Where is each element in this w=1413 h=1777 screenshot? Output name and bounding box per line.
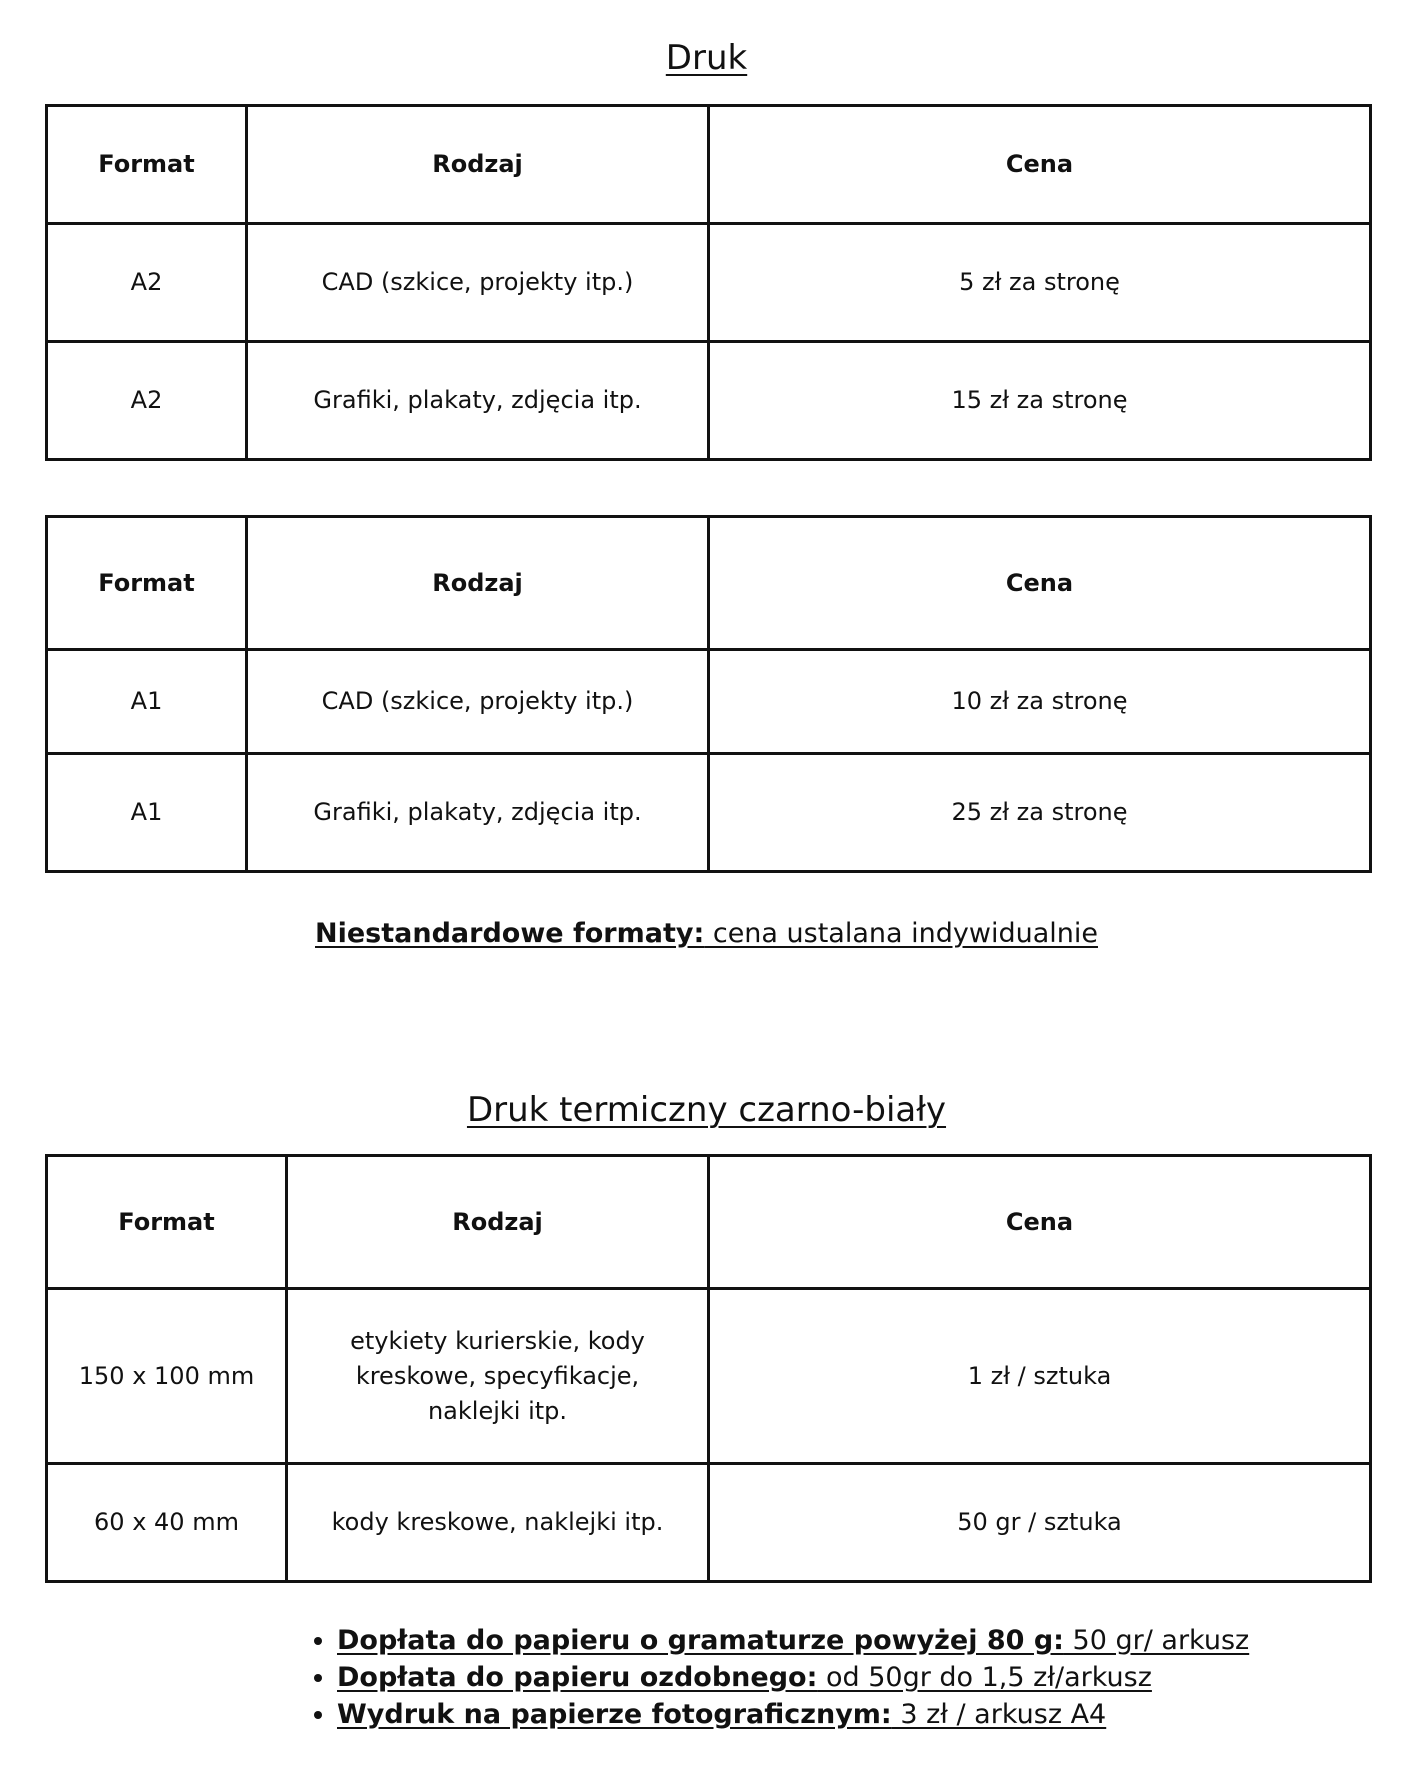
header-format: Format (47, 106, 247, 224)
table-row (47, 1464, 1371, 1582)
table-row (47, 650, 1371, 754)
table-row (47, 224, 1371, 342)
cell-cena: 50 gr / sztuka (709, 1464, 1371, 1582)
list-item (337, 1696, 1249, 1733)
header-format: Format (47, 1156, 287, 1289)
cell-format: 60 x 40 mm (47, 1464, 287, 1582)
price-table-thermal (45, 1154, 1372, 1583)
cell-cena: 5 zł za stronę (709, 224, 1371, 342)
cell-format: A2 (47, 342, 247, 460)
price-table-a2 (45, 104, 1372, 461)
price-table-a1 (45, 515, 1372, 873)
cell-rodzaj: Grafiki, plakaty, zdjęcia itp. (247, 754, 709, 872)
list-item (337, 1622, 1249, 1659)
header-rodzaj: Rodzaj (247, 517, 709, 650)
section-title-termiczny: Druk termiczny czarno-biały (466, 1090, 947, 1130)
header-cena: Cena (709, 517, 1371, 650)
section-title-druk: Druk (665, 38, 748, 78)
surcharges-list (305, 1622, 1249, 1733)
cell-rodzaj: CAD (szkice, projekty itp.) (247, 224, 709, 342)
surcharge-label: Wydruk na papierze fotograficznym: (337, 1699, 892, 1730)
surcharge-label: Dopłata do papieru ozdobnego: (337, 1662, 818, 1693)
cell-cena: 10 zł za stronę (709, 650, 1371, 754)
cell-rodzaj: Grafiki, plakaty, zdjęcia itp. (247, 342, 709, 460)
cell-rodzaj: etykiety kurierskie, kody kreskowe, specyfikacje, naklejki itp. (287, 1289, 709, 1464)
cell-format: A2 (47, 224, 247, 342)
header-format: Format (47, 517, 247, 650)
header-rodzaj: Rodzaj (287, 1156, 709, 1289)
surcharge-value: 3 zł / arkusz A4 (891, 1699, 1107, 1730)
table-header-row (47, 517, 1371, 650)
header-cena: Cena (709, 106, 1371, 224)
custom-formats-note (0, 918, 1413, 949)
table-row (47, 1289, 1371, 1464)
surcharge-value: od 50gr do 1,5 zł/arkusz (817, 1662, 1152, 1693)
cell-format: A1 (47, 754, 247, 872)
cell-cena: 15 zł za stronę (709, 342, 1371, 460)
cell-format: 150 x 100 mm (47, 1289, 287, 1464)
list-item (337, 1659, 1249, 1696)
table-header-row (47, 106, 1371, 224)
cell-cena: 25 zł za stronę (709, 754, 1371, 872)
custom-formats-label: Niestandardowe formaty: (315, 918, 705, 949)
surcharge-label: Dopłata do papieru o gramaturze powyżej 80 g: (337, 1625, 1064, 1656)
cell-format: A1 (47, 650, 247, 754)
table-header-row (47, 1156, 1371, 1289)
table-row (47, 342, 1371, 460)
cell-rodzaj: CAD (szkice, projekty itp.) (247, 650, 709, 754)
cell-cena: 1 zł / sztuka (709, 1289, 1371, 1464)
header-rodzaj: Rodzaj (247, 106, 709, 224)
custom-formats-value: cena ustalana indywidualnie (704, 918, 1098, 949)
table-row (47, 754, 1371, 872)
cell-rodzaj: kody kreskowe, naklejki itp. (287, 1464, 709, 1582)
surcharge-value: 50 gr/ arkusz (1063, 1625, 1250, 1656)
header-cena: Cena (709, 1156, 1371, 1289)
